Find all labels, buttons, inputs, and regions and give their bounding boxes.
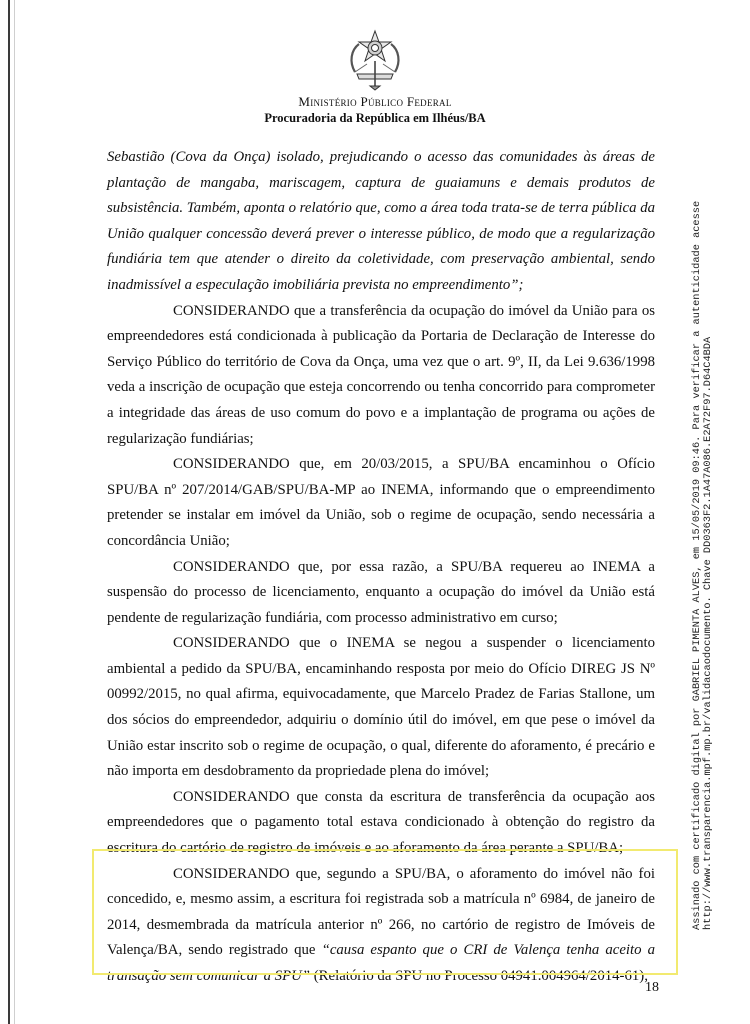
paragraph-considerando-5: CONSIDERANDO que consta da escritura de transferência da ocupação aos empreendedores que o pagamento total estava condicionado à obtenção do registro da escritura do cartório de registro de imóveis e ao aforamento da área perante a SPU/BA; bbox=[107, 788, 655, 857]
document-header bbox=[100, 28, 650, 126]
paragraph-considerando-4: CONSIDERANDO que o INEMA se negou a suspender o licenciamento ambiental a pedido da SPU/BA, encaminhando resposta por meio do Ofício DIREG JS Nº 00992/2015, no qual afirma, equivocadamente, que Marcelo Pradez de Farias Stallone, um dos sócios do empreendedor, adquiriu o domínio útil do imóvel, em que pese o imóvel da União estar inscrito sob o regime de ocupação, o qual, diferente do aforamento, é precário e não importa em desdobramento da propriedade plena do imóvel; bbox=[107, 635, 655, 780]
paragraph-considerando-3: CONSIDERANDO que, por essa razão, a SPU/BA requereu ao INEMA a suspensão do processo de licenciamento, enquanto a ocupação do imóvel da União está pendente de regularização fundiária, com processo administrativo em curso; bbox=[107, 558, 655, 626]
page-left-edge bbox=[8, 0, 10, 1024]
signature-stamp-line-2: http://www.transparencia.mpf.mp.br/validacaodocumento. Chave DD0363F2.1A47A086.E2A72F97.D64C4BDA bbox=[702, 336, 714, 930]
paragraph-quote-continuation bbox=[107, 145, 655, 299]
paragraph-6-quote: “causa espanto que o CRI de Valença tenha aceito a transação sem comunicar a SPU” bbox=[107, 942, 655, 984]
signature-stamp-line-1: Assinado com certificado digital por GABRIEL PIMENTA ALVES, em 15/05/2019 09:46. Para verificar a autenticidade acesse bbox=[691, 200, 703, 930]
ministry-name: Ministério Público Federal bbox=[298, 94, 452, 109]
coat-of-arms-icon bbox=[345, 28, 405, 92]
paragraph-considerando-1: CONSIDERANDO que a transferência da ocupação do imóvel da União para os empreendedores está condicionada à publicação da Portaria de Declaração de Interesse do Serviço Público do território de Cova da Onça, uma vez que o art. 9º, II, da Lei 9.636/1998 veda a inscrição de ocupação que esteja concorrendo ou tenha concorrido para comprometer a integridade das áreas de uso comum do povo e a implantação de programa ou ações de regularização fundiárias; bbox=[107, 302, 655, 447]
highlight-box bbox=[92, 849, 678, 975]
paragraph-6-end: (Relatório da SPU no Processo 04941.004964/2014-61); bbox=[310, 968, 649, 984]
paragraph-considerando-2: CONSIDERANDO que, em 20/03/2015, a SPU/BA encaminhou o Ofício SPU/BA nº 207/2014/GAB/SPU/BA-MP ao INEMA, informando que o empreendimento pretender se instalar em imóvel da União, sob o regime de ocupação, sendo necessária a concordância União; bbox=[107, 456, 655, 549]
office-name: Procuradoria da República em Ilhéus/BA bbox=[264, 111, 486, 125]
page-number: 18 bbox=[645, 980, 659, 995]
italic-quote-text: Sebastião (Cova da Onça) isolado, prejudicando o acesso das comunidades às áreas de plantação de mangaba, mariscagem, captura de guaiamuns e demais produtos de subsistência. Também, aponta o relatório que, como a área toda trata-se de terra pública da União qualquer concessão deverá prever o interesse público, de modo que a regularização fundiária tem que atender o direito da coletividade, com preservação ambiental, sendo inadmissível a especulação imobiliária prevista no empreendimento”; bbox=[107, 149, 655, 293]
page-left-edge-shadow bbox=[14, 0, 15, 1024]
digital-signature-stamp bbox=[691, 200, 714, 930]
paragraph-6-start: CONSIDERANDO que, segundo a SPU/BA, o aforamento do imóvel não foi concedido, e, mesmo assim, a escritura foi registrada sob a matrícula nº 6984, de janeiro de 2014, desmembrada da matrícula anterior nº 266, no cartório de registro de Imóveis de Valença/BA, sendo registrado que bbox=[107, 865, 655, 959]
